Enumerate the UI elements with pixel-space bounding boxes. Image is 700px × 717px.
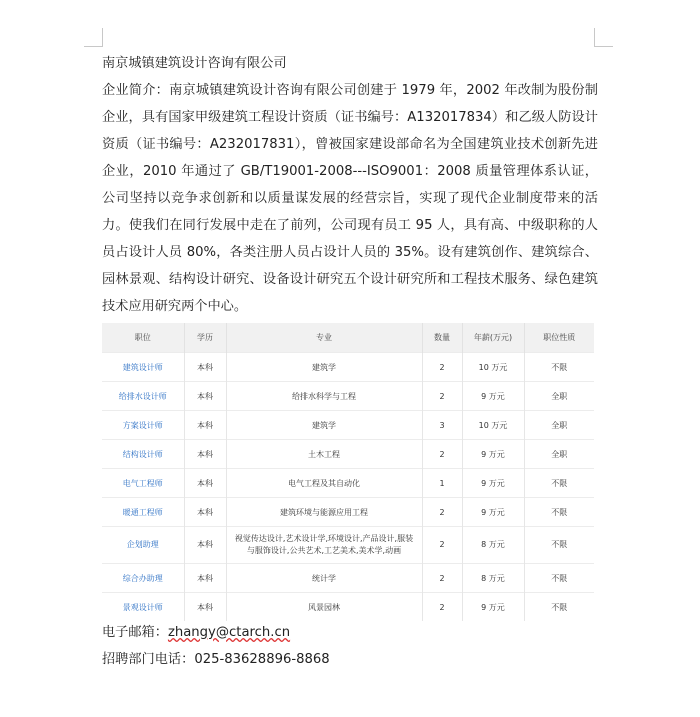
cell-job-type: 不限 xyxy=(524,593,594,622)
cell-position: 给排水设计师 xyxy=(102,382,184,411)
cell-count: 2 xyxy=(422,564,462,593)
cell-education: 本科 xyxy=(184,440,226,469)
cell-salary: 9 万元 xyxy=(462,593,524,622)
cell-major: 风景园林 xyxy=(226,593,422,622)
cell-count: 2 xyxy=(422,498,462,527)
cell-education: 本科 xyxy=(184,469,226,498)
cell-count: 2 xyxy=(422,382,462,411)
cell-count: 2 xyxy=(422,353,462,382)
header-position: 职位 xyxy=(102,323,184,353)
header-salary: 年薪(万元) xyxy=(462,323,524,353)
header-major: 专业 xyxy=(226,323,422,353)
cell-position: 企划助理 xyxy=(102,527,184,564)
cell-job-type: 不限 xyxy=(524,498,594,527)
email-label: 电子邮箱： xyxy=(102,625,168,640)
cell-education: 本科 xyxy=(184,353,226,382)
cell-position: 综合办助理 xyxy=(102,564,184,593)
cell-count: 2 xyxy=(422,527,462,564)
job-table xyxy=(102,323,594,621)
cell-count: 2 xyxy=(422,593,462,622)
cell-major: 电气工程及其自动化 xyxy=(226,469,422,498)
document-body xyxy=(102,50,598,320)
cell-education: 本科 xyxy=(184,564,226,593)
cell-major: 土木工程 xyxy=(226,440,422,469)
cell-education: 本科 xyxy=(184,593,226,622)
cell-position: 景观设计师 xyxy=(102,593,184,622)
table-row xyxy=(102,498,594,527)
cell-salary: 8 万元 xyxy=(462,564,524,593)
table-row xyxy=(102,469,594,498)
cell-count: 1 xyxy=(422,469,462,498)
cell-salary: 9 万元 xyxy=(462,469,524,498)
cell-position: 建筑设计师 xyxy=(102,353,184,382)
cell-major: 给排水科学与工程 xyxy=(226,382,422,411)
table-row xyxy=(102,353,594,382)
cell-job-type: 不限 xyxy=(524,353,594,382)
company-name: 南京城镇建筑设计咨询有限公司 xyxy=(102,56,287,71)
cell-major: 统计学 xyxy=(226,564,422,593)
cell-education: 本科 xyxy=(184,411,226,440)
table-header-row xyxy=(102,323,594,353)
cell-position: 方案设计师 xyxy=(102,411,184,440)
cell-major: 视觉传达设计,艺术设计学,环境设计,产品设计,服装与服饰设计,公共艺术,工艺美术,美术学,动画 xyxy=(226,527,422,564)
cell-education: 本科 xyxy=(184,498,226,527)
cell-salary: 8 万元 xyxy=(462,527,524,564)
phone-line xyxy=(102,646,598,673)
table-row xyxy=(102,527,594,564)
email-line xyxy=(102,619,598,646)
cell-major: 建筑学 xyxy=(226,353,422,382)
table-row xyxy=(102,411,594,440)
cell-major: 建筑学 xyxy=(226,411,422,440)
cell-job-type: 全职 xyxy=(524,411,594,440)
page-corner-mark-top-right xyxy=(594,28,613,47)
cell-job-type: 不限 xyxy=(524,469,594,498)
phone-number: 025-83628896-8868 xyxy=(194,652,330,667)
cell-position: 暖通工程师 xyxy=(102,498,184,527)
cell-salary: 10 万元 xyxy=(462,411,524,440)
table-row xyxy=(102,382,594,411)
cell-salary: 10 万元 xyxy=(462,353,524,382)
table-row xyxy=(102,564,594,593)
table-row xyxy=(102,593,594,622)
email-link[interactable]: zhangy@ctarch.cn xyxy=(167,625,291,640)
cell-major: 建筑环境与能源应用工程 xyxy=(226,498,422,527)
header-education: 学历 xyxy=(184,323,226,353)
table-row xyxy=(102,440,594,469)
cell-count: 2 xyxy=(422,440,462,469)
page-corner-mark-top-left xyxy=(84,28,103,47)
cell-job-type: 全职 xyxy=(524,440,594,469)
phone-label: 招聘部门电话： xyxy=(102,652,195,667)
header-count: 数量 xyxy=(422,323,462,353)
cell-salary: 9 万元 xyxy=(462,498,524,527)
cell-job-type: 不限 xyxy=(524,564,594,593)
cell-job-type: 不限 xyxy=(524,527,594,564)
cell-count: 3 xyxy=(422,411,462,440)
cell-salary: 9 万元 xyxy=(462,382,524,411)
header-job-type: 职位性质 xyxy=(524,323,594,353)
cell-position: 电气工程师 xyxy=(102,469,184,498)
cell-job-type: 全职 xyxy=(524,382,594,411)
cell-salary: 9 万元 xyxy=(462,440,524,469)
cell-education: 本科 xyxy=(184,527,226,564)
cell-position: 结构设计师 xyxy=(102,440,184,469)
company-intro: 企业简介：南京城镇建筑设计咨询有限公司创建于 1979 年，2002 年改制为股份制企业，具有国家甲级建筑工程设计资质（证书编号：A132017834）和乙级人防设计资质（证书编号：A232017831），曾被国家建设部命名为全国建筑业技术创新先进企业，2010 年通过了 GB/T19001-2008---ISO9001：2008 质量管理体系认证，公司坚持以竞争求创新和以质量谋发展的经营宗旨，实现了现代企业制度带来的活力。使我们在同行发展中走在了前列，公司现有员工 95 人，具有高、中级职称的人员占设计人员 80%，各类注册人员占设计人员的 35%。设有建筑创作、建筑综合、园林景观、结构设计研究、设备设计研究五个设计研究所和工程技术服务、绿色建筑技术应用研究两个中心。 xyxy=(102,83,598,314)
cell-education: 本科 xyxy=(184,382,226,411)
contact-info xyxy=(102,619,598,673)
